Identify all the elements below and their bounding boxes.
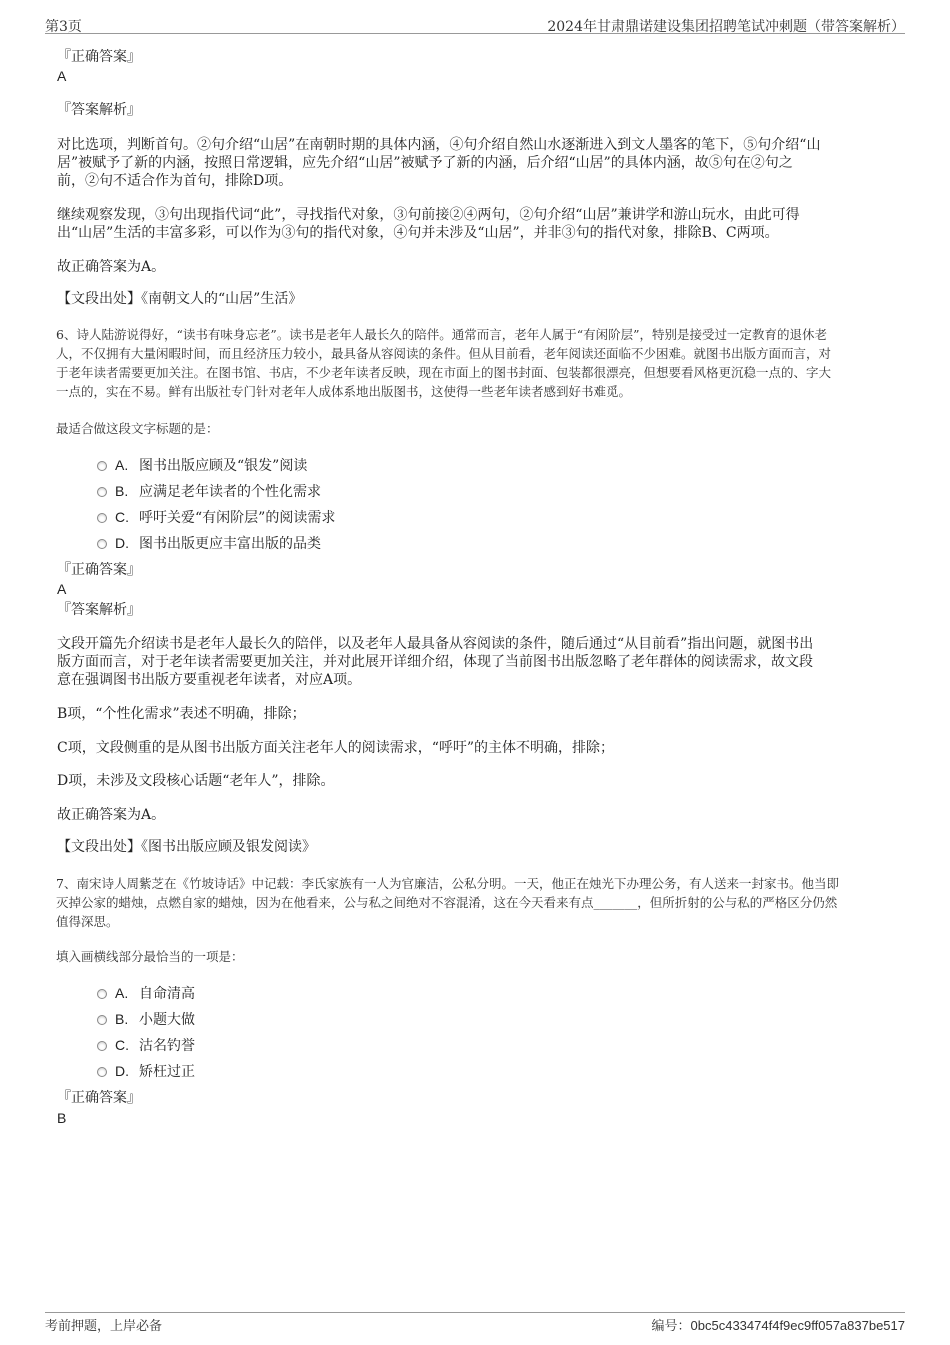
q6-option-b[interactable] (97, 482, 321, 500)
radio-button[interactable] (97, 513, 107, 523)
q7-answer-label: 『正确答案』 (57, 1090, 141, 1106)
q5-analysis-label: 『答案解析』 (57, 102, 141, 118)
q5-analysis-line: 对比选项，判断首句。②句介绍“山居”在南朝时期的具体内涵，④句介绍自然山水逐渐进入到文人墨客的笔下，⑤句介绍“山 (57, 137, 821, 153)
document-title: 2024年甘肃鼎诺建设集团招聘笔试冲刺题（带答案解析） (547, 19, 905, 35)
q7-prompt: 填入画横线部分最恰当的一项是： (56, 949, 244, 964)
option-text: 图书出版应顾及“银发”阅读 (139, 458, 308, 474)
q6-stem-line: 一点的，实在不易。鲜有出版社专门针对老年人成体系地出版图书，这使得一些老年读者感到好书难觅。 (56, 384, 632, 399)
q7-stem-line: 值得深思。 (56, 914, 119, 929)
q6-option-c[interactable] (97, 508, 335, 526)
q5-source: 【文段出处】《南朝文人的“山居”生活》 (57, 291, 303, 307)
q5-analysis-line: 前，②句不适合作为首句，排除D项。 (57, 173, 293, 189)
q6-analysis-c: C项，文段侧重的是从图书出版方面关注老年人的阅读需求，“呼吁”的主体不明确，排除； (57, 740, 615, 756)
option-text: 图书出版更应丰富出版的品类 (139, 536, 321, 552)
q6-stem-line: 人，不仅拥有大量闲暇时间，而且经济压力较小，最具备从容阅读的条件。但从目前看，老年阅读还面临不少困难。就图书出版方面而言，对 (56, 346, 832, 361)
q5-conclusion: 故正确答案为A。 (57, 259, 166, 275)
q6-answer: A (57, 581, 67, 597)
radio-button[interactable] (97, 539, 107, 549)
q6-prompt: 最适合做这段文字标题的是： (56, 421, 219, 436)
page-header (45, 14, 905, 34)
footer-slogan: 考前押题，上岸必备 (45, 1319, 163, 1334)
q6-option-d[interactable] (97, 534, 321, 552)
radio-button[interactable] (97, 461, 107, 471)
option-letter: C. (115, 509, 129, 525)
q6-conclusion: 故正确答案为A。 (57, 807, 166, 823)
q5-answer: A (57, 68, 67, 84)
option-text: 自命清高 (139, 986, 195, 1002)
q6-source: 【文段出处】《图书出版应顾及银发阅读》 (57, 839, 316, 855)
q7-option-c[interactable] (97, 1036, 195, 1054)
option-text: 应满足老年读者的个性化需求 (139, 484, 321, 500)
q6-analysis-b: B项，“个性化需求”表述不明确，排除； (57, 706, 306, 722)
q5-answer-label: 『正确答案』 (57, 49, 141, 65)
q7-option-b[interactable] (97, 1010, 195, 1028)
document-serial: 编号：0bc5c433474f4f9ec9ff057a837be517 (651, 1318, 905, 1333)
option-text: 矫枉过正 (139, 1064, 195, 1080)
q6-analysis-label: 『答案解析』 (57, 602, 141, 618)
radio-button[interactable] (97, 1041, 107, 1051)
q6-answer-label: 『正确答案』 (57, 562, 141, 578)
q7-option-a[interactable] (97, 984, 195, 1002)
q7-option-d[interactable] (97, 1062, 195, 1080)
q7-stem-line: 灭掉公家的蜡烛，点燃自家的蜡烛，因为在他看来，公与私之间绝对不容混淆，这在今天看来有点_______，但所折射的公与私的严格区分仍然 (56, 895, 838, 910)
radio-button[interactable] (97, 487, 107, 497)
radio-button[interactable] (97, 1067, 107, 1077)
option-letter: D. (115, 1063, 129, 1079)
option-letter: B. (115, 1011, 129, 1027)
q6-analysis-line: 版方面而言，对于老年读者需要更加关注，并对此展开详细介绍，体现了当前图书出版忽略了老年群体的阅读需求，故文段 (57, 654, 813, 670)
q6-stem-line: 于老年读者需要更加关注。在图书馆、书店，不少老年读者反映，现在市面上的图书封面、包装都很漂亮，但想要看风格更沉稳一点的、字大 (56, 365, 832, 380)
q6-analysis-d: D项，未涉及文段核心话题“老年人”，排除。 (57, 773, 335, 789)
q6-option-a[interactable] (97, 456, 307, 474)
radio-button[interactable] (97, 989, 107, 999)
option-text: 沽名钓誉 (139, 1038, 195, 1054)
q7-stem-line: 7、南宋诗人周紫芝在《竹坡诗话》中记载：李氏家族有一人为官廉洁，公私分明。一天，他正在烛光下办理公务，有人送来一封家书。他当即 (56, 876, 839, 891)
option-letter: A. (115, 985, 129, 1001)
option-text: 小题大做 (139, 1012, 195, 1028)
radio-button[interactable] (97, 1015, 107, 1025)
option-letter: B. (115, 483, 129, 499)
option-letter: D. (115, 535, 129, 551)
q6-analysis-line: 文段开篇先介绍读书是老年人最长久的陪伴，以及老年人最具备从容阅读的条件，随后通过“从目前看”指出问题，就图书出 (57, 636, 814, 652)
q7-answer: B (57, 1110, 67, 1126)
q5-analysis-line: 出“山居”生活的丰富多彩，可以作为③句的指代对象，④句并未涉及“山居”，并非③句的指代对象，排除B、C两项。 (57, 225, 779, 241)
page-number: 第3页 (45, 19, 82, 35)
q6-stem-line: 6、诗人陆游说得好，“读书有味身忘老”。读书是老年人最长久的陪伴。通常而言，老年人属于“有闲阶层”，特别是接受过一定教育的退休老 (56, 327, 828, 342)
q6-analysis-line: 意在强调图书出版方要重视老年读者，对应A项。 (57, 672, 362, 688)
option-letter: C. (115, 1037, 129, 1053)
q5-analysis-line: 居”被赋予了新的内涵，按照日常逻辑，应先介绍“山居”被赋予了新的内涵，后介绍“山居”的具体内涵，故⑤句在②句之 (57, 155, 793, 171)
q5-analysis-line: 继续观察发现，③句出现指代词“此”，寻找指代对象，③句前接②④两句，②句介绍“山居”兼讲学和游山玩水，由此可得 (57, 207, 800, 223)
option-text: 呼吁关爱“有闲阶层”的阅读需求 (139, 510, 336, 526)
page-footer (45, 1312, 905, 1332)
option-letter: A. (115, 457, 129, 473)
